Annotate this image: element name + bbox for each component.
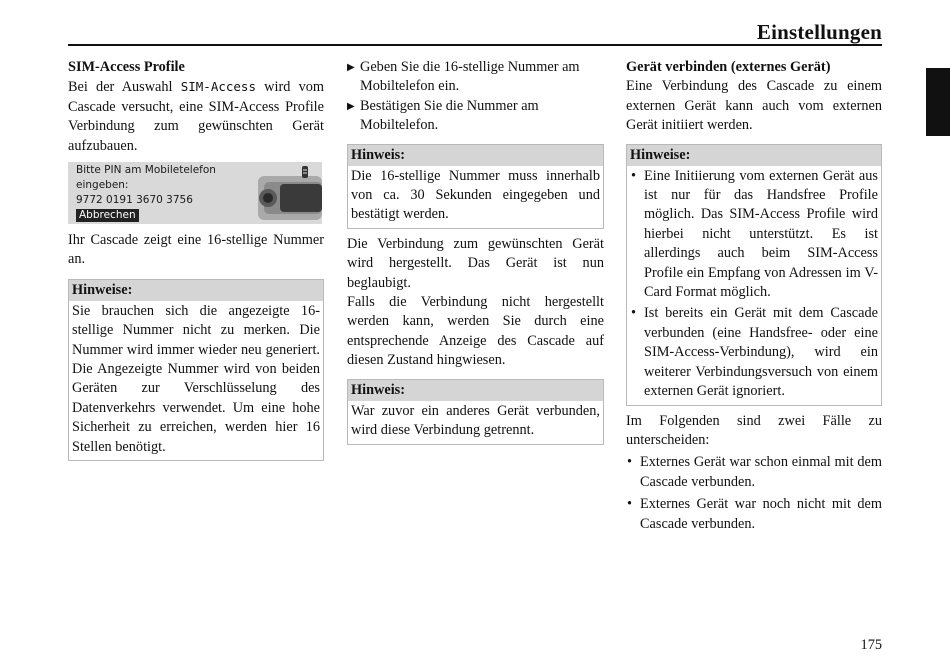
step-arrow-icon: ▶ xyxy=(347,62,355,73)
note-box xyxy=(68,279,324,461)
step-list xyxy=(347,58,604,136)
menu-option-code: SIM-Access xyxy=(180,79,256,95)
note-box xyxy=(347,379,604,445)
note-text: Die 16-stellige Nummer muss innerhalb von ca. 30 Sekunden eingegeben und bestätigt werden. xyxy=(351,167,600,223)
note-list-item: • Ist bereits ein Gerät mit dem Cascade verbunden (eine Handsfree- oder eine SIM-Access-Verbindung), wird ein weiterer Verbindungsversuch von einem externen Gerät ignoriert. xyxy=(631,305,878,400)
column-1 xyxy=(68,58,324,461)
section-heading: Gerät verbinden (externes Gerät) xyxy=(626,59,831,75)
bullet-icon: • xyxy=(627,454,633,471)
note-text: Sie brauchen sich die angezeigte 16-stellige Nummer nicht zu merken. Die Nummer wird immer wieder neu generiert. Die Angezeigte Nummer wird von beiden Geräten zur Verschlüsselung des Datenverkehrs verwendet. Um eine hohe Sicherheit zu erreichen, werden hier 16 Stellen benötigt. xyxy=(72,302,320,455)
intro-paragraph: Eine Verbindung des Cascade zu einem externen Gerät kann auch vom externen Gerät initiiert werden. xyxy=(626,78,882,134)
screen-line: Bitte PIN am Mobiletelefon xyxy=(76,164,216,177)
page-number: 175 xyxy=(860,637,882,653)
column-3 xyxy=(626,58,882,534)
note-box xyxy=(626,144,882,406)
case-list xyxy=(626,453,882,534)
page-title: Einstellungen xyxy=(756,20,882,44)
step-arrow-icon: ▶ xyxy=(347,100,355,112)
section-heading: SIM-Access Profile xyxy=(68,59,185,75)
phone-cradle-icon xyxy=(252,162,322,224)
note-list-item: • Eine Initiierung vom externen Gerät aus ist nur für das Handsfree Profile möglich. Das SIM-Access Profile wird hierbei nicht unterstützt. Es ist allerdings auch beim SIM-Access Profile ein Empfang von Adressen im V-Card Format möglich. xyxy=(631,167,878,301)
note-list xyxy=(630,167,878,402)
screen-line: 9772 0191 3670 3756 xyxy=(76,194,193,207)
note-title: Hinweise: xyxy=(627,145,881,166)
column-2 xyxy=(347,58,604,445)
bullet-icon: • xyxy=(627,496,633,513)
screen-line: eingeben: xyxy=(76,179,129,192)
note-title: Hinweis: xyxy=(348,380,603,401)
bullet-icon: • xyxy=(631,167,637,184)
body-paragraph: Die Verbindung zum gewünschten Gerät wird hergestellt. Das Gerät ist nun beglaubigt. xyxy=(347,235,604,291)
body-paragraph: Im Folgenden sind zwei Fälle zu unterscheiden: xyxy=(626,412,882,448)
step-item: ▶ Bestätigen Sie die Nummer am Mobiltelefon. xyxy=(347,97,539,134)
device-screen-illustration xyxy=(68,162,322,224)
note-box xyxy=(347,144,604,229)
header-rule xyxy=(68,44,882,46)
note-title: Hinweis: xyxy=(348,145,603,166)
chapter-tab-marker xyxy=(926,68,950,136)
intro-paragraph: Bei der Auswahl SIM-Access wird vom Cascade versucht, eine SIM-Access Profile Verbindung zum gewünschten Gerät aufzubauen. xyxy=(68,79,324,154)
bullet-icon: • xyxy=(631,305,637,322)
note-text: War zuvor ein anderes Gerät verbunden, wird diese Verbindung getrennt. xyxy=(351,402,600,439)
body-paragraph: Falls die Verbindung nicht hergestellt werden kann, werden Sie durch eine entsprechende Anzeige des Cascade auf diesen Zustand hingwiesen. xyxy=(347,294,604,369)
note-title: Hinweise: xyxy=(69,280,323,301)
case-item: • Externes Gerät war schon einmal mit dem Cascade verbunden. xyxy=(627,454,882,490)
case-item: • Externes Gerät war noch nicht mit dem Cascade verbunden. xyxy=(627,496,882,532)
body-paragraph: Ihr Cascade zeigt eine 16-stellige Nummer an. xyxy=(68,232,324,268)
step-item: ▶ Geben Sie die 16-stellige Nummer am Mobiltelefon ein. xyxy=(347,59,580,95)
cancel-button: Abbrechen xyxy=(76,209,139,222)
